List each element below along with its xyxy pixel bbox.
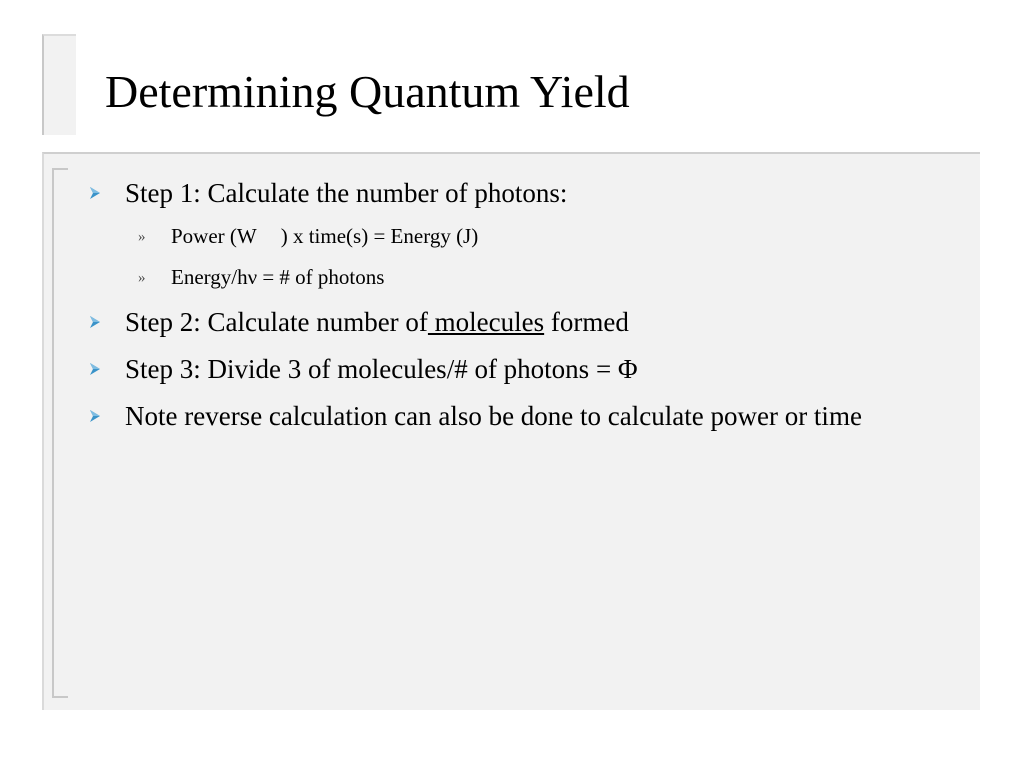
bullet-step-1 [88, 176, 968, 211]
arrow-bullet-icon [88, 186, 102, 200]
bullet-text: Step 2: Calculate number of [125, 307, 428, 337]
sub-bullet-text-a: Power (W [171, 224, 257, 248]
panel-frame-line [52, 168, 68, 698]
sub-bullet-power [88, 223, 968, 250]
arrow-bullet-icon [88, 362, 102, 376]
double-chevron-bullet-icon: » [138, 229, 146, 245]
panel-frame-cap [52, 168, 68, 170]
arrow-bullet-icon [88, 315, 102, 329]
bullet-text-suffix: formed [544, 307, 629, 337]
double-chevron-bullet-icon: » [138, 270, 146, 286]
underlined-word: molecules [427, 307, 545, 337]
bullet-text: Note reverse calculation can also be done to calculate power or time [125, 401, 862, 431]
bullet-step-2 [88, 305, 968, 340]
arrow-bullet-icon [88, 409, 102, 423]
bullet-step-3 [88, 352, 968, 387]
bullet-text: Step 1: Calculate the number of photons: [125, 178, 568, 208]
step-1-sublist [88, 223, 968, 291]
bullet-list [88, 176, 968, 446]
slide-title: Determining Quantum Yield [105, 66, 630, 117]
bullet-text: Step 3: Divide 3 of molecules/# of photons = Φ [125, 354, 638, 384]
bullet-note [88, 399, 968, 434]
sub-bullet-text: Energy/hν = # of photons [171, 265, 385, 289]
sub-bullet-text-b: ) x time(s) = Energy (J) [280, 224, 479, 248]
sub-bullet-energy [88, 264, 968, 291]
title-accent-bar [42, 34, 76, 135]
